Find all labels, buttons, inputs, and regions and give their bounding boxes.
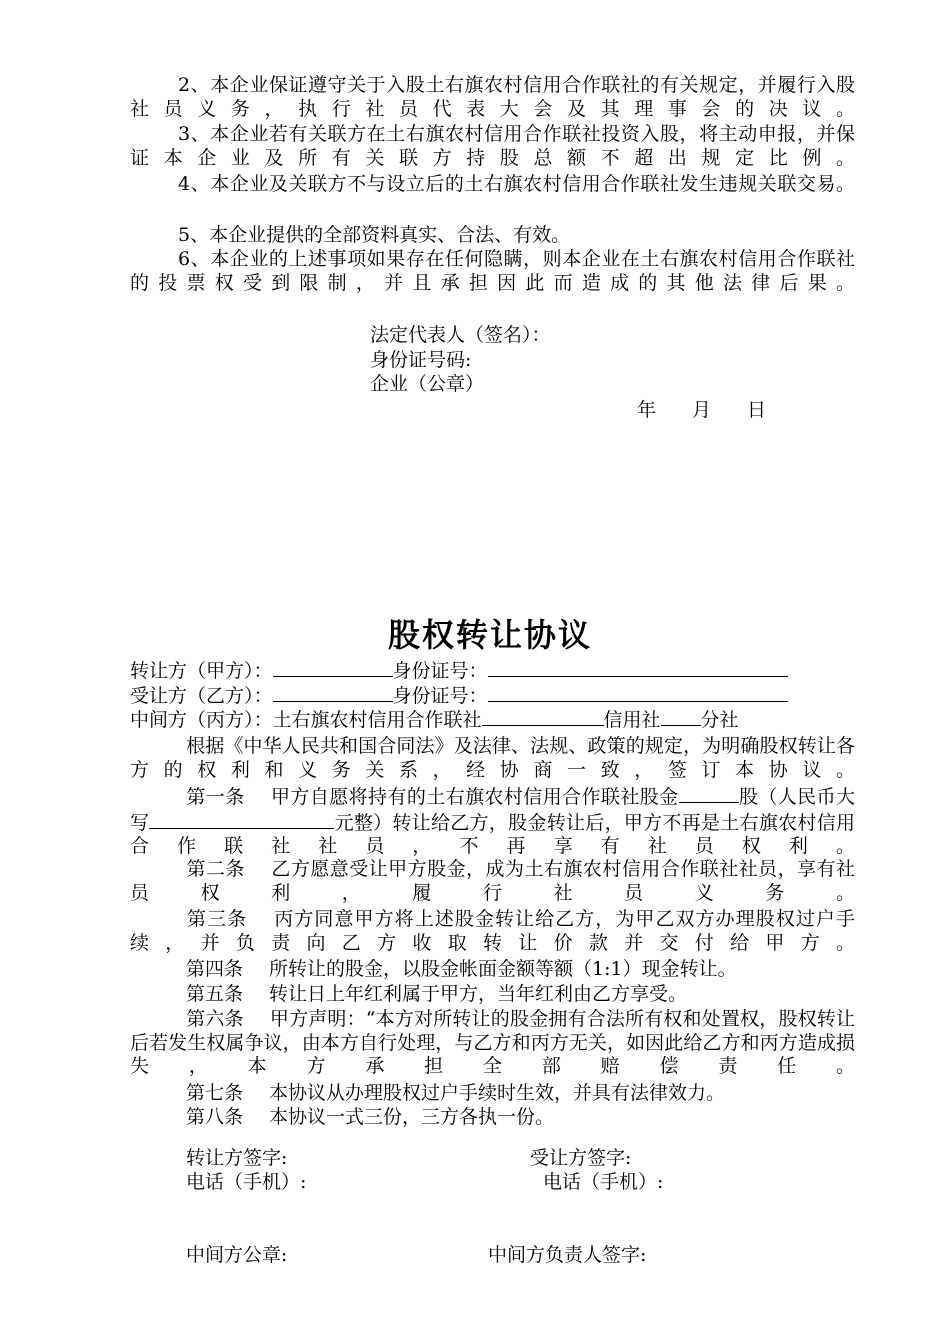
credit-coop-blank[interactable] <box>482 707 604 726</box>
article-2: 第二条 乙方愿意受让甲方股金，成为土右旗农村信用合作联社社员，享有社员权利，履行社员义务。 <box>130 858 855 904</box>
branch-label: 分社 <box>700 709 739 731</box>
pledge-item-2: 2、本企业保证遵守关于入股土右旗农村信用合作联社的有关规定，并履行入股社员义务，执行社员代表大会及其理事会的决议。 <box>130 74 855 120</box>
article-7: 第七条 本协议从办理股权过户手续时生效，并具有法律效力。 <box>186 1082 726 1104</box>
date-line <box>637 398 766 422</box>
branch-blank[interactable] <box>661 707 701 726</box>
pledge-item-3: 3、本企业若有关联方在土右旗农村信用合作联社投资入股，将主动申报，并保证本企业及所有关联方持股总额不超出规定比例。 <box>130 123 855 169</box>
article-3: 第三条 丙方同意甲方将上述股金转让给乙方，为甲乙双方办理股权过户手续，并负责向乙方收取转让价款并交付给甲方。 <box>130 908 855 954</box>
article-8-heading: 第八条 <box>186 1106 244 1128</box>
article-2-heading: 第二条 <box>186 858 245 880</box>
transferor-name-blank[interactable] <box>273 658 393 677</box>
transferee-row <box>130 683 788 708</box>
article-4: 第四条 所转让的股金，以股金帐面金额等额（1:1）现金转让。 <box>186 958 737 980</box>
transferor-signature-label: 转让方签字: <box>186 1147 288 1169</box>
article-7-heading: 第七条 <box>186 1082 244 1104</box>
date-day: 日 <box>747 399 767 421</box>
agreement-title: 股权转让协议 <box>387 616 592 654</box>
transferee-id-label: 身份证号： <box>392 685 488 707</box>
pledge-item-6: 6、本企业的上述事项如果存在任何隐瞒，则本企业在土右旗农村信用合作联社的投票权受到限制，并且承担因此而造成的其他法律后果。 <box>130 248 855 294</box>
agreement-intro: 根据《中华人民共和国合同法》及法律、法规、政策的规定，为明确股权转让各方的权利和义务关系，经协商一致，签订本协议。 <box>130 735 855 781</box>
article-3-heading: 第三条 <box>186 908 248 930</box>
transferor-phone-label: 电话（手机）: <box>186 1171 307 1193</box>
amount-in-words-blank[interactable] <box>149 810 334 829</box>
intermediary-seal-label: 中间方公章: <box>186 1244 288 1266</box>
share-amount-blank[interactable] <box>679 784 739 803</box>
article-1-heading: 第一条 <box>186 786 245 808</box>
article-6-heading: 第六条 <box>186 1008 244 1030</box>
transferor-id-blank[interactable] <box>488 658 788 677</box>
article-6: 第六条 甲方声明：“本方对所转让的股金拥有合法所有权和处置权，股权转让后若发生权属争议，由本方自行处理，与乙方和丙方无关，如因此给乙方和丙方造成损失，本方承担全部赔偿责任。 <box>130 1008 855 1077</box>
article-5: 第五条 转让日上年红利属于甲方，当年红利由乙方享受。 <box>186 983 688 1005</box>
transferee-signature-label: 受让方签字: <box>530 1147 632 1169</box>
transferee-phone-label: 电话（手机）: <box>543 1171 664 1193</box>
date-month: 月 <box>692 399 712 421</box>
transferee-id-blank[interactable] <box>488 683 788 702</box>
legal-rep-signature-label: 法定代表人（签名）： <box>370 324 551 346</box>
credit-coop-label: 信用社 <box>603 709 661 731</box>
intermediary-row <box>130 707 739 732</box>
pledge-item-4: 4、本企业及关联方不与设立后的土右旗农村信用合作联社发生违规关联交易。 <box>178 173 855 195</box>
id-number-label: 身份证号码: <box>370 349 472 371</box>
intermediary-label: 中间方（丙方）： <box>130 709 273 731</box>
transferor-id-label: 身份证号： <box>392 660 488 682</box>
article-5-heading: 第五条 <box>186 983 244 1005</box>
transferor-row <box>130 658 788 683</box>
date-year: 年 <box>637 399 657 421</box>
pledge-item-5: 5、本企业提供的全部资料真实、合法、有效。 <box>178 224 571 246</box>
article-4-heading: 第四条 <box>186 958 244 980</box>
article-8: 第八条 本协议一式三份，三方各执一份。 <box>186 1106 555 1128</box>
company-seal-label: 企业（公章） <box>370 373 485 395</box>
article-1: 第一条 甲方自愿将持有的土右旗农村信用合作联社股金 股（人民币大写 元整）转让给乙方，股金转让后，甲方不再是土右旗农村信用合作联社社员，不再享有社员权利。 <box>130 786 855 857</box>
intermediary-name: 土右旗农村信用合作联社 <box>272 709 482 731</box>
transferee-label: 受让方（乙方）： <box>130 685 273 707</box>
intermediary-signature-label: 中间方负责人签字: <box>488 1244 647 1266</box>
transferor-label: 转让方（甲方）： <box>130 660 273 682</box>
transferee-name-blank[interactable] <box>273 683 393 702</box>
